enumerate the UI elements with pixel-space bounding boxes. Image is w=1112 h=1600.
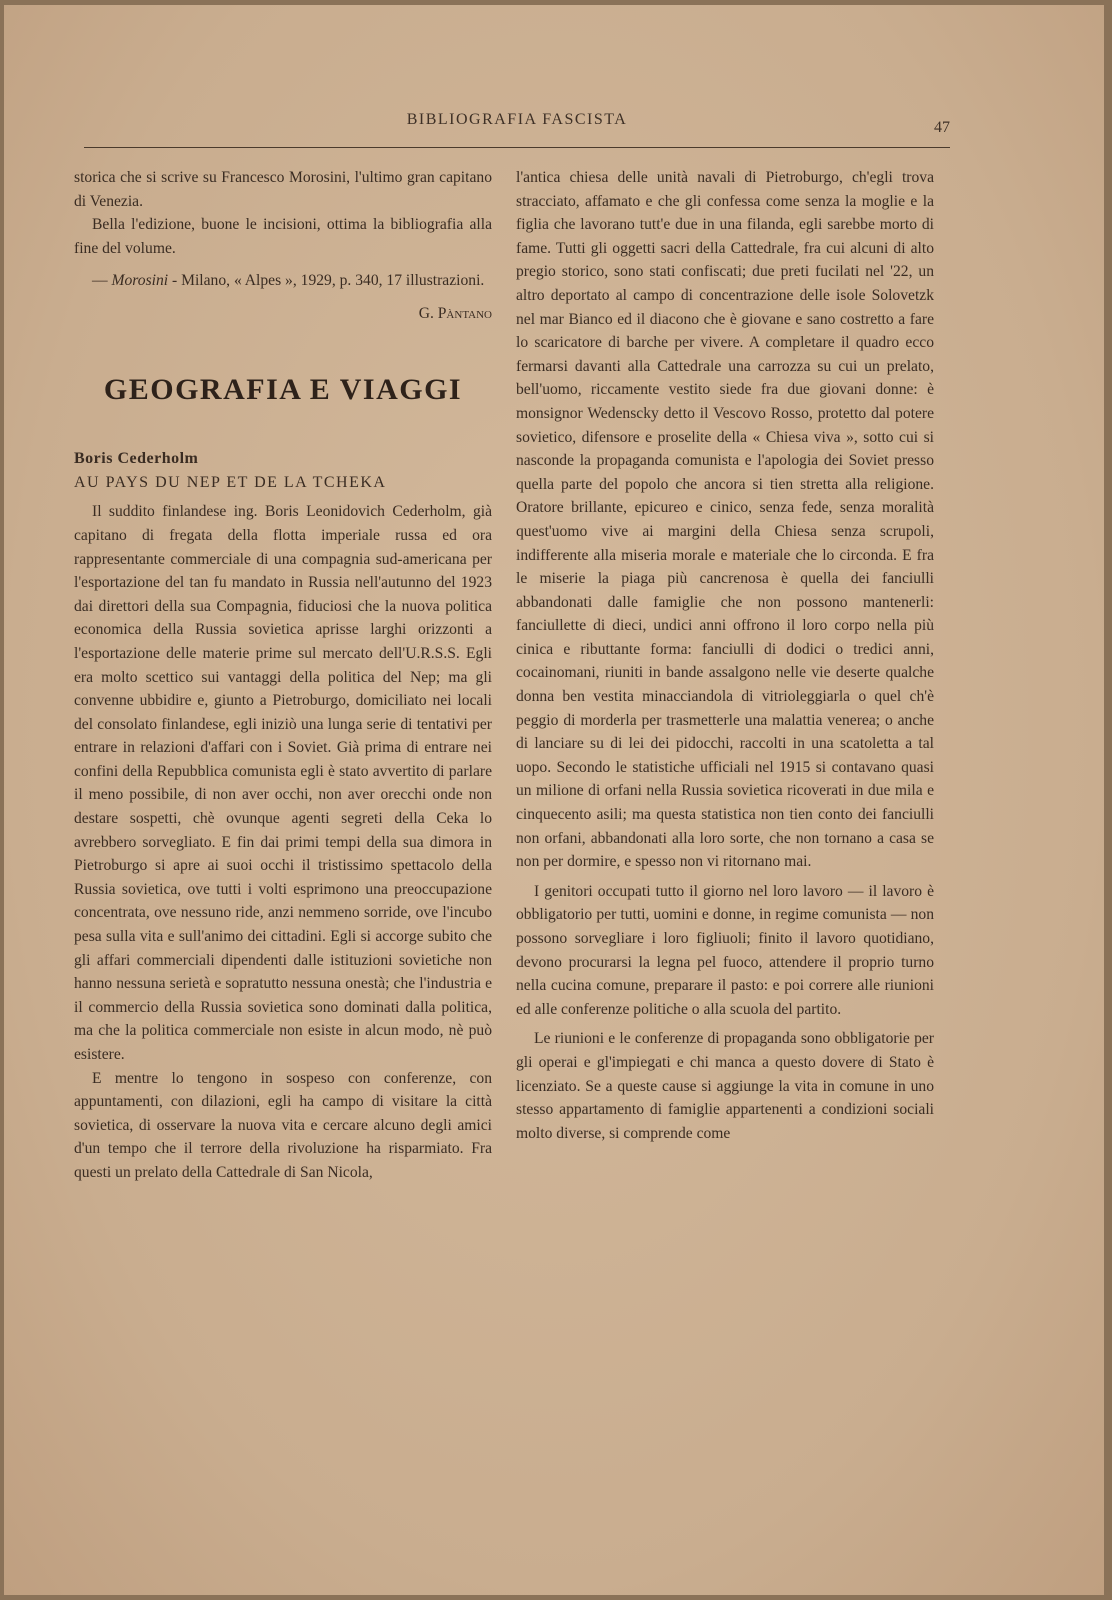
- section-title: GEOGRAFIA E VIAGGI: [103, 372, 463, 406]
- citation-dash: —: [92, 272, 112, 290]
- book-author: Boris Cederholm: [74, 450, 199, 468]
- page: [4, 5, 1104, 1595]
- page-number: 47: [934, 119, 950, 136]
- review-paragraph: I genitori occupati tutto il giorno nel loro lavoro — il lavoro è obbligatorio per tutti, uomini e donne, in regime comunista — non possono sorvegliare i loro figliuoli; finito il lavoro quotidiano, devono procurarsi la legna pel fuoco, attendere il proprio turno nella cucina comune, preparare il pasto: e poi correre alle riunioni ed alle conferenze politiche o alla scuola del partito.: [516, 882, 934, 1018]
- review-paragraph: l'antica chiesa delle unità navali di Pietroburgo, ch'egli trova stracciato, affamato e che gli confessa come senza la moglie e la figlia che lavorano tutt'e due in una filanda, egli sarebbe morto di fame. Tutti gli oggetti sacri della Cattedrale, fra cui alcuni di alto pregio storico, sono stati confiscati; due preti fucilati nel '22, un altro deportato al campo di concentrazione delle isole Solovetzk nel mar Bianco ed il diacono che è giovane e sano costretto a fare lo scaricatore di barche per vivere. A completare il quadro ecco fermarsi davanti alla Cattedrale una carrozza su cui un prelato, bell'uomo, riccamente vestito siede fra due giovani donne: è monsignor Wedenscky detto il Vescovo Rosso, protetto dal potere sovietico, difensore e proselite della « Chiesa viva », sotto cui si nasconde la propaganda comunista e l'apologia dei Soviet presso quella parte del popolo che ancora si tien stretta alla religione. Oratore brillante, epicureo e cinico, senza fede, senza moralità quest'uomo vive ai margini della Chiesa senza scrupoli, indifferente alla miseria morale e materiale che lo circonda. E fra le miserie la piaga più cancrenosa è quella dei fanciulli abbandonati dalle famiglie che non possono mantenerli: fanciullette di dieci, undici anni offrono il loro corpo nella più cinica e ributtante forma: fanciulli di dodici o tredici anni, cocainomani, riuniti in bande assalgono nelle vie deserte qualche donna ben vestita minacciandola di vitrioleggiarla o quel ch'è peggio di morderla per trasmetterle una malattia venerea; o anche di lanciare su di lei dei pidocchi, raccolti in una scatoletta a tal uopo. Secondo le statistiche ufficiali nel 1915 si contavano quasi un milione di orfani nella Russia sovietica ricoverati in due mila e cinquecento asili; ma questa statistica non tien conto dei fanciulli non orfani, abbandonati alla loro sorte, che non tornano a casa se non per dormire, e spesso non vi ritornano mai.: [516, 169, 934, 871]
- review-paragraph: Il suddito finlandese ing. Boris Leonidovich Cederholm, già capitano di fregata della flotta imperiale russa ed ora rappresentante commerciale di una compagnia sud-americana per l'esportazione del tan fu mandato in Russia nell'autunno del 1923 dai direttori della sua Compagnia, fiduciosi che la nuova politica economica della Russia sovietica aprisse larghi orizzonti a l'esportazione delle materie prime sul mercato dell'U.R.S.S. Egli era molto scettico sui vantaggi della politica del Nep; ma gli convenne ubbidire e, giunto a Pietroburgo, domiciliato nei locali del consolato finlandese, egli iniziò una lunga serie di tentativi per entrare in relazioni d'affari con i Soviet. Già prima di entrare nei confini della Repubblica comunista egli è stato avvertito di parlare il meno possibile, di non aver occhi, non aver orecchi onde non destare sospetti, chè ovunque agenti segreti della Ceka lo avrebbero sorvegliato. E fin dai primi tempi della sua dimora in Pietroburgo si apre ai suoi occhi il tristissimo spettacolo della Russia sovietica, ove tutti i volti esprimono una preoccupazione concentrata, ove nessuno ride, anzi nemmeno sorride, ove l'incubo pesa sulla vita e sull'animo dei cittadini. Egli si accorge subito che gli affari commerciali dipendenti dalle istituzioni sovietiche non hanno nessuna serietà e sopratutto nessuna onestà; che l'industria e il commercio della Russia sovietica sono dominati dalla politica, ma che la politica commerciale non esiste in alcun modo, nè può esistere.: [74, 503, 492, 1063]
- review-continuation-paragraph: Bella l'edizione, buone le incisioni, ottima la bibliografia alla fine del volume.: [74, 216, 492, 257]
- review-continuation-paragraph: storica che si scrive su Francesco Morosini, l'ultimo gran capitano di Venezia.: [74, 169, 492, 210]
- running-title: BIBLIOGRAFIA FASCISTA: [406, 111, 628, 128]
- citation-title: Morosini: [111, 272, 169, 290]
- review-paragraph: Le riunioni e le conferenze di propaganda sono obbligatorie per gli operai e gl'impiegati e chi manca a questo dovere di Stato è licenziato. Se a queste cause si aggiunge la vita in comune in uno stesso appartamento di famiglie appartenenti a condizioni sociali molto diverse, si comprende come: [516, 1030, 934, 1142]
- left-column: [74, 166, 492, 1185]
- book-citation: [74, 269, 492, 293]
- review-paragraph: E mentre lo tengono in sospeso con conferenze, con appuntamenti, con dilazioni, egli ha campo di visitare la città sovietica, di osservare la nuova vita e cercare alcuno degli amici d'un tempo che il terrore della rivoluzione ha risparmiato. Fra questi un prelato della Cattedrale di San Nicola,: [74, 1069, 492, 1181]
- reviewer-signature: G. Pàntano: [418, 304, 492, 322]
- book-title: AU PAYS DU NEP ET DE LA TCHEKA: [74, 473, 387, 491]
- page-header: [84, 107, 950, 148]
- right-column: [516, 166, 934, 1145]
- citation-details: - Milano, « Alpes », 1929, p. 340, 17 illustrazioni.: [168, 272, 485, 290]
